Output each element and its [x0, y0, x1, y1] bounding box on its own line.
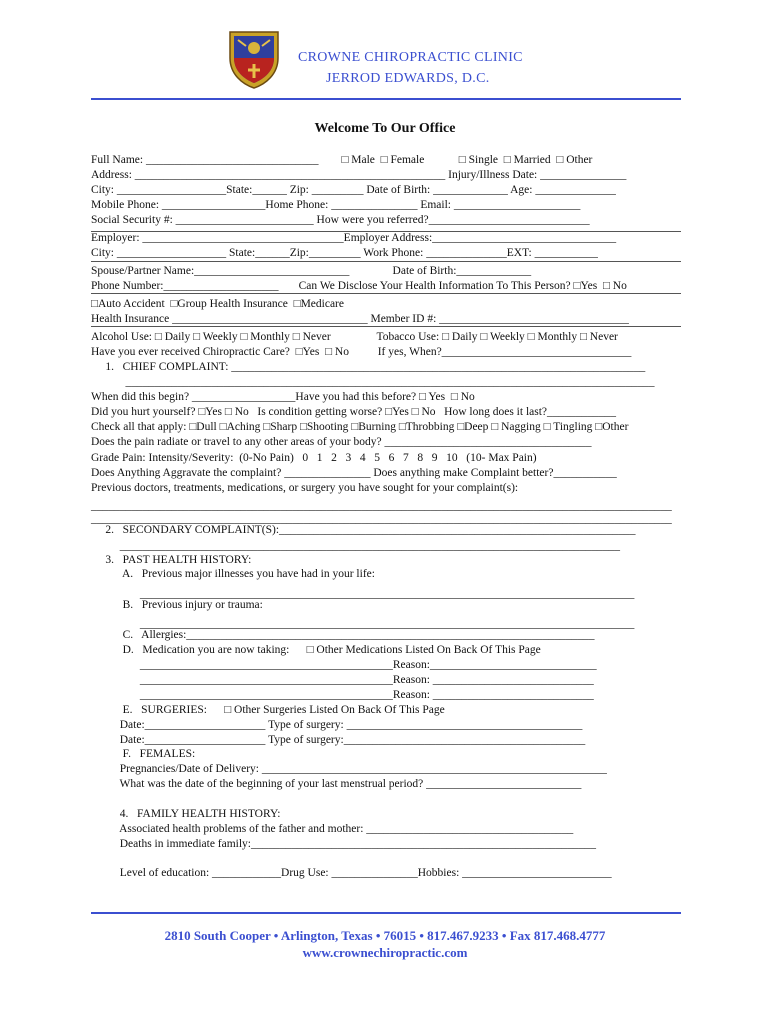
form-line[interactable]: 3. PAST HEALTH HISTORY: [91, 554, 252, 566]
clinic-name: CROWNE CHIROPRACTIC CLINIC [298, 50, 523, 65]
form-line[interactable]: Social Security #: ________________________ How were you referred?____________________________ [91, 214, 590, 226]
form-line[interactable]: ____________________________________________________________________________________________ [91, 376, 655, 388]
form-line[interactable]: Mobile Phone: __________________Home Phone: _______________ Email: ______________________ [91, 199, 581, 211]
form-line[interactable]: ____________________________________________Reason:_____________________________ [91, 659, 597, 671]
form-line[interactable]: Date:_____________________ Type of surgery:__________________________________________ [91, 734, 586, 746]
form-line[interactable]: 1. CHIEF COMPLAINT: ________________________________________________________________________ [91, 361, 646, 373]
form-line[interactable]: City: ___________________ State:______Zip:_________ Work Phone: ______________EXT: ___________ [91, 247, 598, 259]
clinic-crest-icon [226, 28, 282, 90]
form-line[interactable]: Health Insurance __________________________________ Member ID #: _________________________________ [91, 313, 629, 325]
form-line[interactable]: Does the pain radiate or travel to any other areas of your body? ____________________________________ [91, 436, 592, 448]
form-line[interactable]: Associated health problems of the father and mother: ____________________________________ [91, 823, 574, 835]
form-line[interactable]: _______________________________________________________________________________________ [91, 540, 620, 552]
section-rule [91, 231, 681, 232]
form-line[interactable]: B. Previous injury or trauma: [91, 599, 263, 611]
form-line[interactable]: Phone Number:____________________ Can We Disclose Your Health Information To This Person? □Yes □ No [91, 280, 627, 292]
section-rule [91, 326, 681, 327]
form-line[interactable]: ______________________________________________________________________________________ [91, 618, 635, 630]
form-line[interactable]: □Auto Accident □Group Health Insurance □Medicare [91, 298, 344, 310]
form-line[interactable]: 4. FAMILY HEALTH HISTORY: [91, 808, 281, 820]
section-rule [91, 293, 681, 294]
form-line[interactable]: When did this begin? __________________Have you had this before? □ Yes □ No [91, 391, 475, 403]
header-divider [91, 98, 681, 100]
form-line[interactable]: E. SURGERIES: □ Other Surgeries Listed On Back Of This Page [91, 704, 445, 716]
form-line[interactable]: Did you hurt yourself? □Yes □ No Is condition getting worse? □Yes □ No How long does it last?____________ [91, 406, 617, 418]
footer-website[interactable]: www.crownechiropractic.com [302, 945, 468, 960]
form-line[interactable]: F. FEMALES: [91, 748, 196, 760]
form-line[interactable]: ______________________________________________________________________________________ [91, 588, 635, 600]
form-line[interactable]: Does Anything Aggravate the complaint? _______________ Does anything make Complaint better?___________ [91, 467, 617, 479]
form-line[interactable]: What was the date of the beginning of your last menstrual period? ___________________________ [91, 778, 582, 790]
form-line[interactable]: ____________________________________________Reason: ____________________________ [91, 674, 594, 686]
form-line[interactable]: Address: ______________________________________________________ Injury/Illness Date: _______________ [91, 169, 627, 181]
section-rule [91, 261, 681, 262]
form-line[interactable]: 2. SECONDARY COMPLAINT(S):______________________________________________________________ [91, 524, 636, 536]
form-line[interactable]: Deaths in immediate family:____________________________________________________________ [91, 838, 597, 850]
form-line[interactable]: Date:_____________________ Type of surgery: _________________________________________ [91, 719, 583, 731]
form-line[interactable]: A. Previous major illnesses you have had in your life: [91, 568, 375, 580]
form-line[interactable]: Check all that apply: □Dull □Aching □Sharp □Shooting □Burning □Throbbing □Deep □ Nagging □ Tingling □Other [91, 421, 629, 433]
form-line[interactable]: City: ___________________State:______ Zip: _________ Date of Birth: _____________ Age: ______________ [91, 184, 616, 196]
form-line[interactable]: Have you ever received Chiropractic Care? □Yes □ No If yes, When?_________________________________ [91, 346, 632, 358]
footer-address: 2810 South Cooper • Arlington, Texas • 76015 • 817.467.9233 • Fax 817.468.4777 [164, 928, 606, 943]
form-line[interactable]: C. Allergies:_______________________________________________________________________ [91, 629, 595, 641]
form-line[interactable]: Level of education: ____________Drug Use: _______________Hobbies: __________________________ [91, 867, 612, 879]
form-line[interactable]: _____________________________________________________________________________________________________ [91, 500, 672, 512]
form-line[interactable]: Pregnancies/Date of Delivery: ____________________________________________________________ [91, 763, 607, 775]
footer-divider [91, 912, 681, 914]
form-line[interactable]: D. Medication you are now taking: □ Other Medications Listed On Back Of This Page [91, 644, 541, 656]
form-line[interactable]: Employer: ___________________________________Employer Address:________________________________ [91, 232, 617, 244]
form-line[interactable]: _____________________________________________________________________________________________________ [91, 513, 672, 525]
form-line[interactable]: Full Name: ______________________________ □ Male □ Female □ Single □ Married □ Other [91, 154, 593, 166]
form-line[interactable]: Alcohol Use: □ Daily □ Weekly □ Monthly □ Never Tobacco Use: □ Daily □ Weekly □ Monthly □ Never [91, 331, 618, 343]
form-line[interactable]: Grade Pain: Intensity/Severity: (0-No Pain) 0 1 2 3 4 5 6 7 8 9 10 (10- Max Pain) [91, 452, 537, 464]
doctor-name: JERROD EDWARDS, D.C. [326, 71, 490, 86]
form-line[interactable]: ____________________________________________Reason: ____________________________ [91, 689, 594, 701]
form-title: Welcome To Our Office [314, 121, 456, 136]
form-line[interactable]: Spouse/Partner Name:___________________________ Date of Birth:_____________ [91, 265, 532, 277]
form-line[interactable]: Previous doctors, treatments, medications, or surgery you have sought for your complaint(s): [91, 482, 519, 494]
